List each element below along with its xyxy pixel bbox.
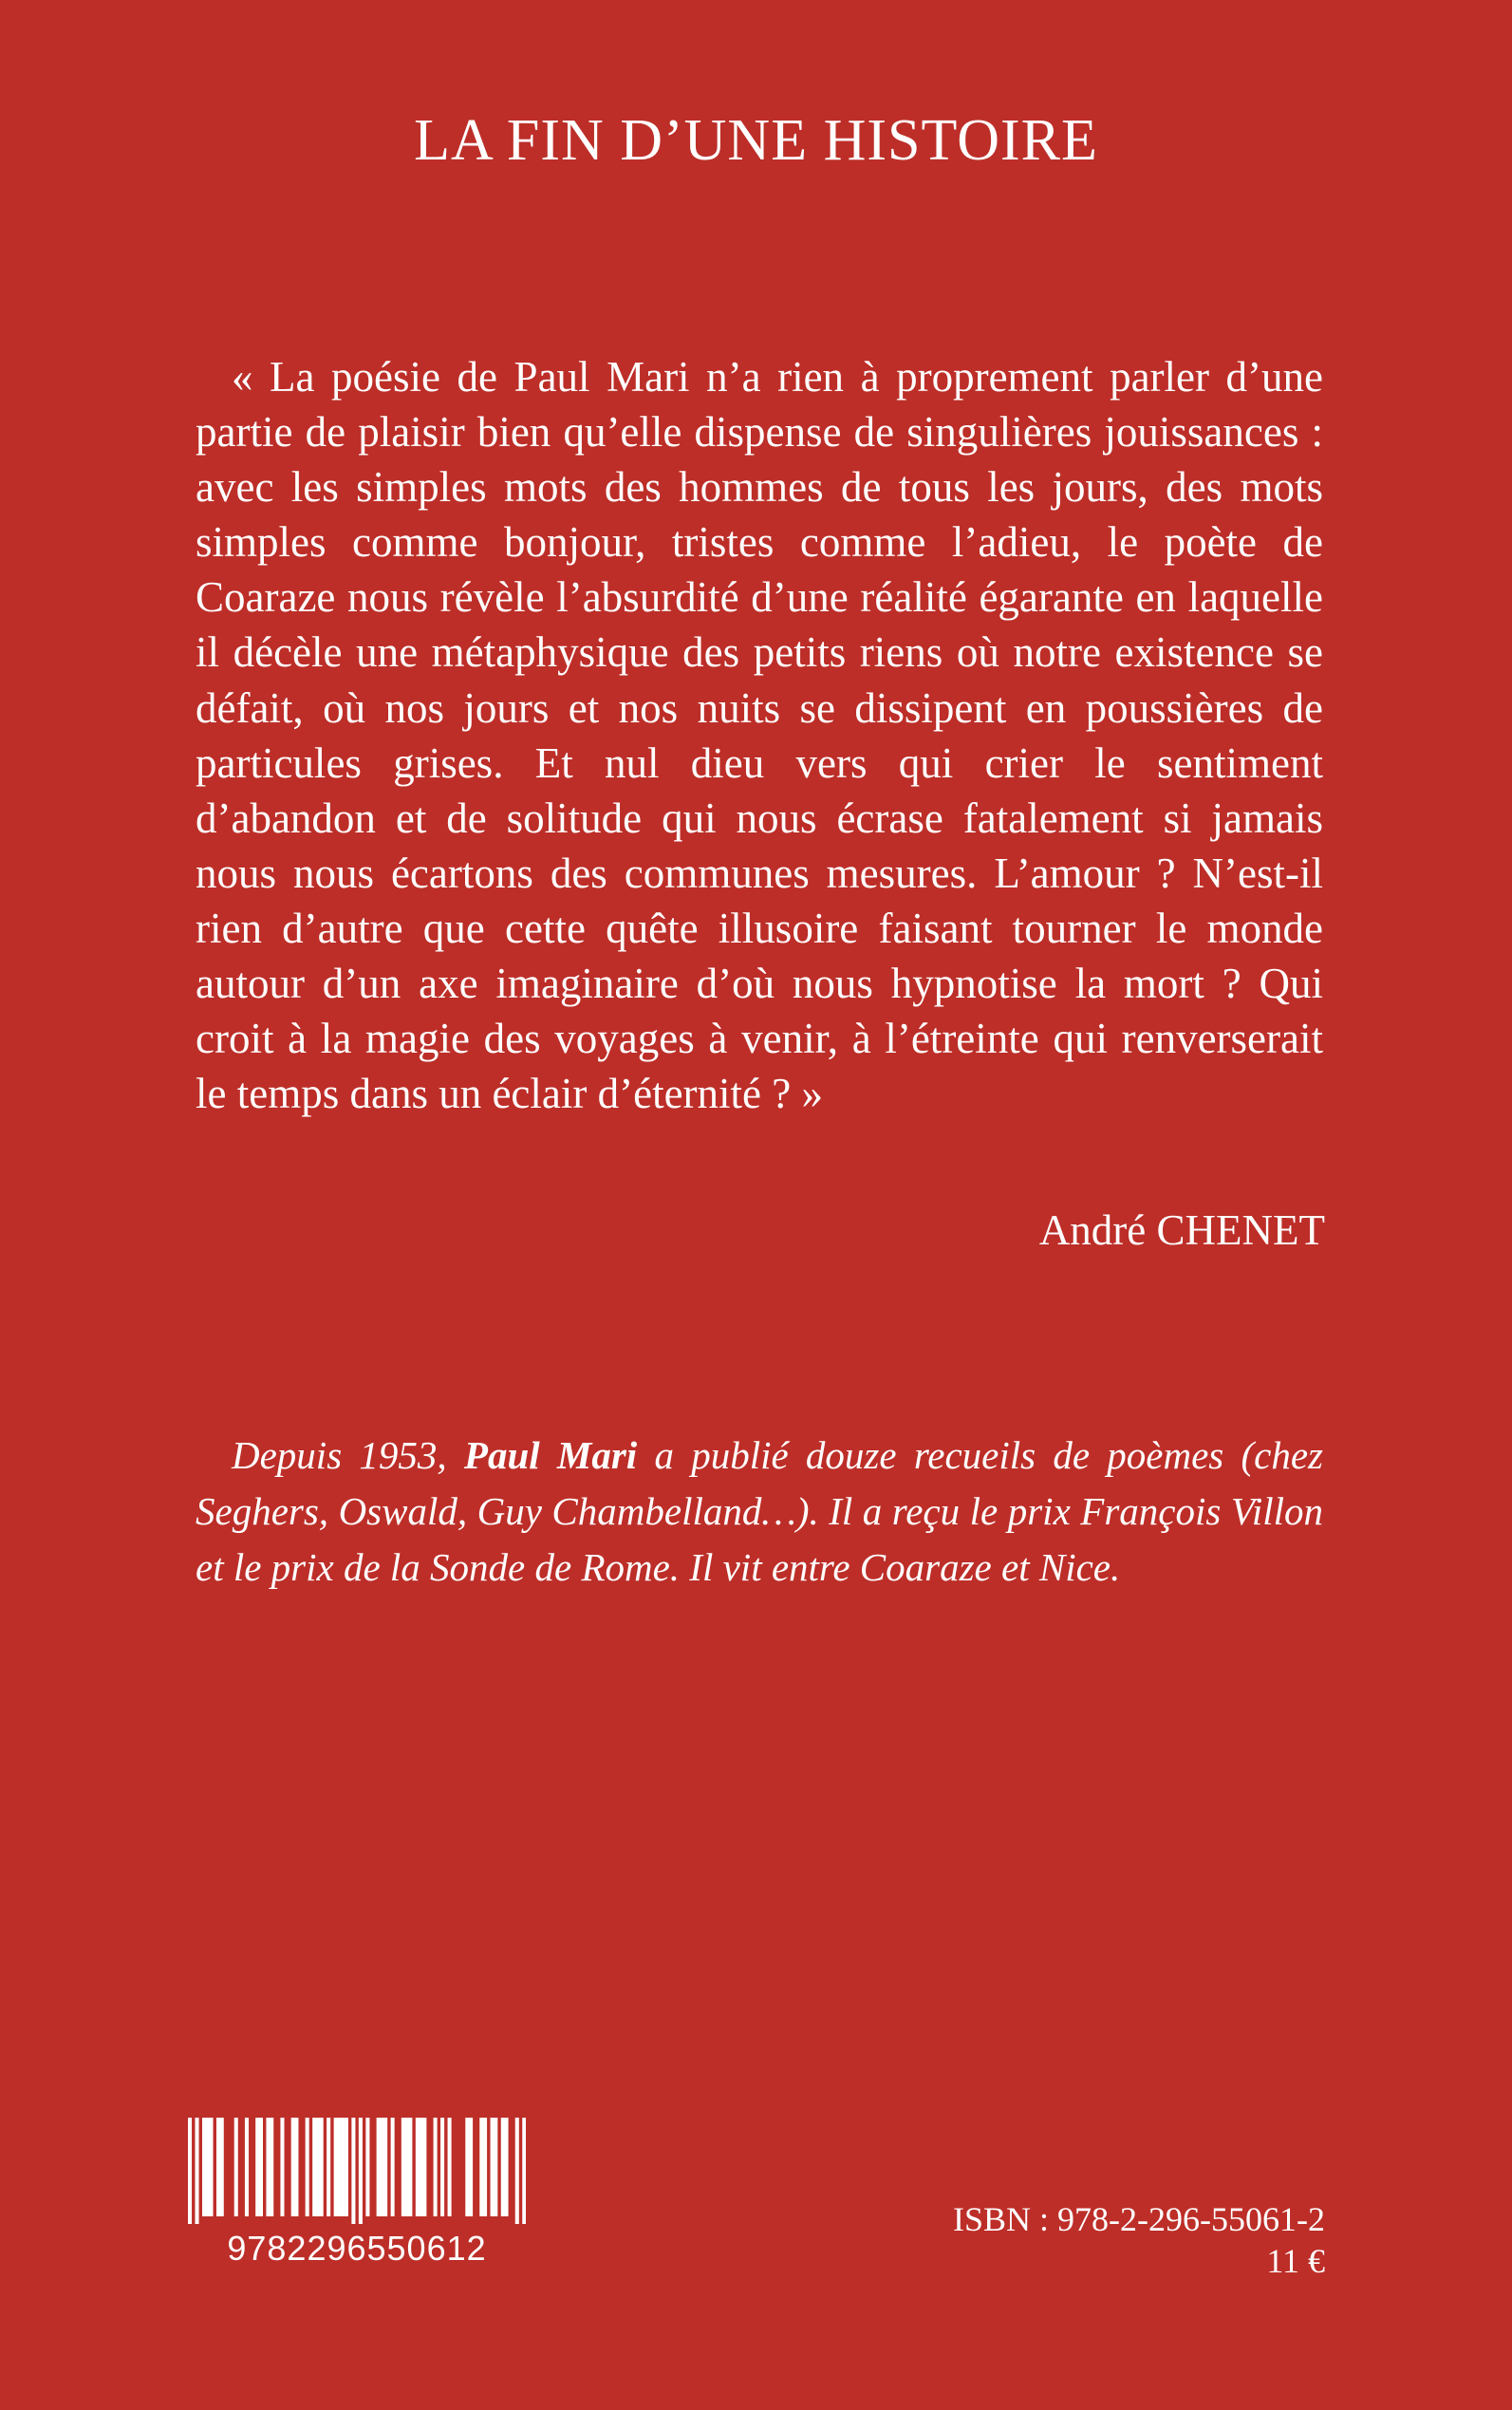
- barcode-bar: [383, 2118, 387, 2216]
- author-bio-intro: Depuis 1953,: [232, 1433, 464, 1477]
- barcode-bar: [195, 2118, 198, 2224]
- barcode-bar: [440, 2118, 444, 2216]
- barcode-bar: [465, 2118, 469, 2216]
- barcode-bar: [209, 2118, 213, 2216]
- barcode-bar: [494, 2118, 497, 2216]
- barcode-bar: [259, 2118, 263, 2216]
- barcode-bar: [405, 2118, 409, 2216]
- barcode-bar: [337, 2118, 341, 2216]
- book-title: LA FIN D’UNE HISTOIRE: [414, 108, 1098, 173]
- barcode-bar: [334, 2118, 338, 2216]
- barcode-bar: [206, 2118, 210, 2216]
- author-bio: [196, 1428, 1323, 1596]
- back-cover-quote: « La poésie de Paul Mari n’a rien à proprement parler d’une partie de plaisir bien qu’elle dispense de singulières jouissances : avec les simples mots des hommes de tous les jours, des mots simples comme bonjour, tristes comme l’adieu, le poète de Coaraze nous révèle l’absurdité d’une réalité égarante en laquelle il décèle une métaphysique des petits riens où notre existence se défait, où nos jours et nos nuits se dissipent en poussières de particules grises. Et nul dieu vers qui crier le sentiment d’abandon et de solitude qui nous écrase fatalement si jamais nous nous écartons des communes mesures. L’amour ? N’est-il rien d’autre que cette quête illusoire faisant tourner le monde autour d’un axe imaginaire d’où nous hypnotise la mort ? Qui croit à la magie des voyages à venir, à l’étreinte qui renverserait le temps dans un éclair d’éternité ? »: [196, 353, 1323, 1118]
- barcode-bar: [234, 2118, 238, 2216]
- barcode-bar: [345, 2118, 348, 2216]
- author-name: Paul Mari: [463, 1433, 638, 1477]
- barcode-bar: [391, 2118, 395, 2216]
- barcode-bar: [491, 2118, 495, 2216]
- barcode-bar: [469, 2118, 473, 2216]
- barcode-bar: [420, 2118, 423, 2216]
- barcode-bar: [316, 2118, 320, 2216]
- barcode-bar: [270, 2118, 273, 2216]
- barcode-bar: [448, 2118, 452, 2216]
- isbn-label: ISBN : 978-2-296-55061-2: [953, 2200, 1325, 2238]
- barcode-bar: [188, 2118, 192, 2224]
- barcode-bar: [365, 2118, 369, 2216]
- barcode-bar: [401, 2118, 405, 2216]
- barcode-bar: [505, 2118, 509, 2216]
- barcode-bar: [327, 2118, 330, 2216]
- barcode-bar: [202, 2118, 206, 2216]
- barcode-bar: [408, 2118, 412, 2216]
- barcode-bar: [515, 2118, 519, 2224]
- barcode-bar: [266, 2118, 270, 2216]
- barcode-number: 9782296550612: [227, 2229, 487, 2265]
- barcode-bar: [380, 2118, 383, 2216]
- author-bio-rest: a publié douze recueils de poèmes (chez Seghers, Oswald, Guy Chambelland…). Il a reçu le prix François Villon et le prix de la Sonde de Rome. Il vit entre Coaraze et Nice.: [196, 1433, 1324, 1589]
- barcode-bar: [479, 2118, 483, 2216]
- barcode-bar: [377, 2118, 381, 2216]
- barcode-bar: [351, 2118, 355, 2224]
- barcode-graphic: [188, 2118, 526, 2265]
- barcode-bar: [416, 2118, 420, 2216]
- barcode-bar: [255, 2118, 259, 2216]
- barcode-bar: [422, 2118, 426, 2216]
- barcode-bar: [294, 2118, 298, 2216]
- barcode-bar: [291, 2118, 295, 2216]
- barcode-bar: [341, 2118, 345, 2216]
- barcode-bar: [312, 2118, 316, 2216]
- quote-attribution: André CHENET: [1038, 1206, 1325, 1254]
- barcode-bar: [245, 2118, 249, 2216]
- barcode-bar: [434, 2118, 438, 2216]
- barcode-bar: [220, 2118, 224, 2216]
- barcode-bar: [320, 2118, 324, 2216]
- barcode-bar: [483, 2118, 487, 2216]
- barcode-bar: [359, 2118, 363, 2224]
- isbn-barcode: [188, 2118, 526, 2265]
- barcode-bar: [522, 2118, 526, 2224]
- price-label: 11 €: [1266, 2242, 1325, 2280]
- barcode-bar: [280, 2118, 284, 2216]
- barcode-bar: [216, 2118, 220, 2216]
- barcode-bar: [501, 2118, 505, 2216]
- barcode-bar: [306, 2118, 309, 2216]
